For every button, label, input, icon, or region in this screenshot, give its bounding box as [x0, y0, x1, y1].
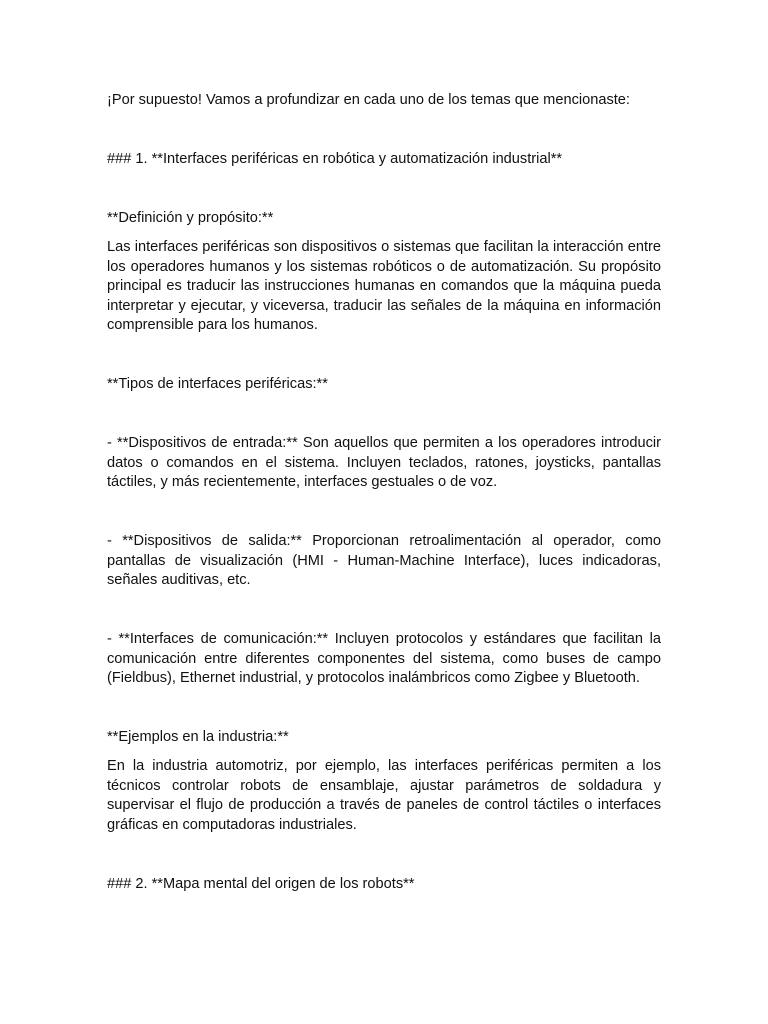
- examples-paragraph: En la industria automotriz, por ejemplo, las interfaces periféricas permiten a los técnicos controlar robots de ensamblaje, ajustar parámetros de soldadura y supervisar el flujo de producción a través de paneles de control táctiles o interfaces gráficas en computadoras industriales.: [107, 758, 661, 833]
- section-2-heading: ### 2. **Mapa mental del origen de los robots**: [107, 876, 415, 892]
- section-1-heading: ### 1. **Interfaces periféricas en robótica y automatización industrial**: [107, 151, 563, 167]
- intro-paragraph: ¡Por supuesto! Vamos a profundizar en cada uno de los temas que mencionaste:: [107, 92, 630, 108]
- examples-subheading: **Ejemplos en la industria:**: [107, 729, 289, 745]
- output-devices-paragraph: - **Dispositivos de salida:** Proporcionan retroalimentación al operador, como pantallas de visualización (HMI - Human-Machine Interface), luces indicadoras, señales auditivas, etc.: [107, 533, 661, 588]
- communication-interfaces-paragraph: - **Interfaces de comunicación:** Incluyen protocolos y estándares que facilitan la comunicación entre diferentes componentes del sistema, como buses de campo (Fieldbus), Ethernet industrial, y protocolos inalámbricos como Zigbee y Bluetooth.: [107, 631, 661, 686]
- definition-paragraph: Las interfaces periféricas son dispositivos o sistemas que facilitan la interacción entre los operadores humanos y los sistemas robóticos o de automatización. Su propósito principal es traducir las instrucciones humanas en comandos que la máquina pueda interpretar y ejecutar, y viceversa, traducir las señales de la máquina en información comprensible para los humanos.: [107, 239, 661, 333]
- definition-subheading: **Definición y propósito:**: [107, 210, 274, 226]
- input-devices-paragraph: - **Dispositivos de entrada:** Son aquellos que permiten a los operadores introducir datos o comandos en el sistema. Incluyen teclados, ratones, joysticks, pantallas táctiles, y más recientemente, interfaces gestuales o de voz.: [107, 435, 661, 490]
- types-subheading: **Tipos de interfaces periféricas:**: [107, 376, 328, 392]
